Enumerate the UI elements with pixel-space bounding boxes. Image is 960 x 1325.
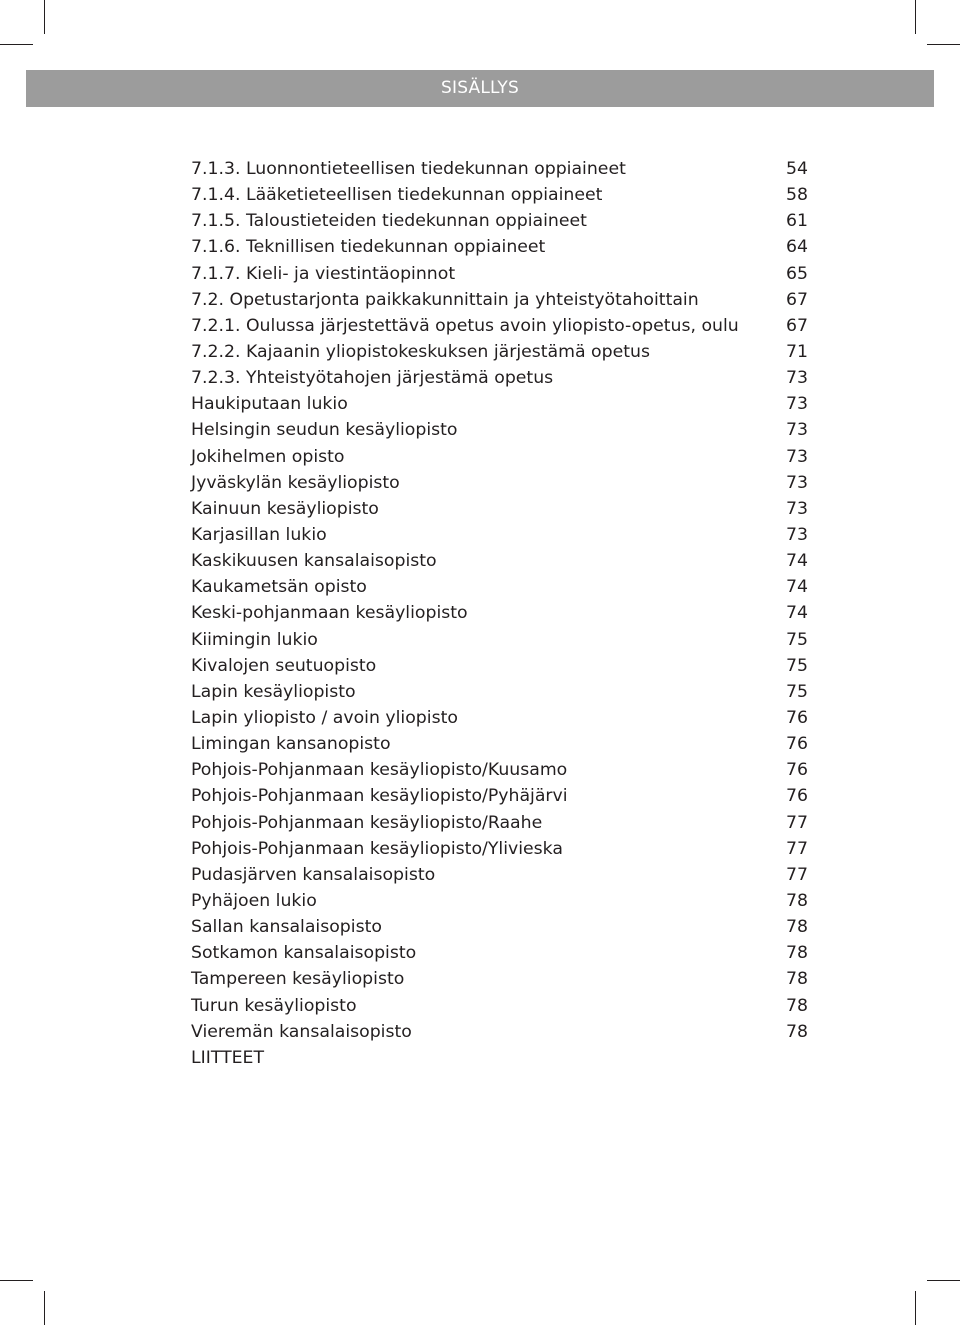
toc-entry-page-number: 76 — [786, 734, 808, 755]
toc-entry-page-number: 78 — [786, 1021, 808, 1042]
toc-entry-page-number: 78 — [786, 943, 808, 964]
toc-entry-title: Jyväskylän kesäyliopisto — [191, 472, 400, 493]
toc-entry — [191, 496, 808, 522]
toc-entry-title: 7.2.2. Kajaanin yliopistokeskuksen järjestämä opetus — [191, 341, 650, 362]
toc-entry-title: Vieremän kansalaisopisto — [191, 1021, 412, 1042]
toc-entry — [191, 156, 808, 182]
toc-entry — [191, 287, 808, 313]
toc-entry-title: Pohjois-Pohjanmaan kesäyliopisto/Kuusamo — [191, 760, 568, 781]
toc-entry — [191, 234, 808, 260]
toc-entry — [191, 993, 808, 1019]
toc-entry-title: Sallan kansalaisopisto — [191, 917, 382, 938]
toc-entry-page-number: 75 — [786, 681, 808, 702]
toc-entry-title: Jokihelmen opisto — [191, 446, 345, 467]
toc-entry-page-number: 65 — [786, 263, 808, 284]
crop-mark-bottom-right-horizontal — [927, 1280, 960, 1281]
crop-mark-bottom-right-vertical — [915, 1291, 916, 1325]
toc-entry-title: Kaukametsän opisto — [191, 577, 367, 598]
toc-entry-title: Helsingin seudun kesäyliopisto — [191, 420, 458, 441]
toc-entry — [191, 417, 808, 443]
toc-entry-title: 7.1.3. Luonnontieteellisen tiedekunnan oppiaineet — [191, 159, 626, 179]
toc-entry — [191, 365, 808, 391]
toc-entry-page-number: 75 — [786, 629, 808, 650]
toc-entry-title: Karjasillan lukio — [191, 524, 327, 545]
crop-mark-top-left-horizontal — [0, 44, 33, 45]
toc-entry-title: Kainuun kesäyliopisto — [191, 498, 379, 519]
toc-entry — [191, 339, 808, 365]
toc-entry-page-number: 67 — [786, 289, 808, 310]
toc-entry-page-number: 77 — [786, 812, 808, 833]
toc-entry — [191, 653, 808, 679]
toc-entry — [191, 574, 808, 600]
crop-mark-top-left-vertical — [44, 0, 45, 34]
toc-entry-title: 7.1.6. Teknillisen tiedekunnan oppiaineet — [191, 237, 546, 258]
toc-entry-page-number: 54 — [786, 159, 808, 179]
toc-entry-title: 7.1.4. Lääketieteellisen tiedekunnan oppiaineet — [191, 185, 603, 206]
toc-entry-page-number: 76 — [786, 707, 808, 728]
table-of-contents — [191, 156, 808, 1071]
toc-entry-page-number: 73 — [786, 394, 808, 415]
toc-entry-page-number: 75 — [786, 655, 808, 676]
toc-entry — [191, 966, 808, 992]
toc-entry-page-number: 58 — [786, 185, 808, 206]
toc-entry-page-number: 73 — [786, 498, 808, 519]
toc-entry — [191, 914, 808, 940]
toc-entry-page-number: 78 — [786, 890, 808, 911]
page-title-bar — [26, 70, 934, 107]
toc-entry — [191, 1045, 808, 1071]
toc-entry — [191, 522, 808, 548]
toc-entry-page-number: 78 — [786, 969, 808, 990]
toc-entry-page-number: 77 — [786, 838, 808, 859]
toc-entry-title: Pohjois-Pohjanmaan kesäyliopisto/Ylivieska — [191, 838, 563, 859]
toc-entry-title: Lapin yliopisto / avoin yliopisto — [191, 707, 458, 728]
toc-entry — [191, 1019, 808, 1045]
page-title: SISÄLLYS — [440, 78, 519, 98]
toc-entry — [191, 705, 808, 731]
toc-entry-page-number: 64 — [786, 237, 808, 258]
toc-entry-title: Sotkamon kansalaisopisto — [191, 943, 417, 964]
toc-entry-title: Keski-pohjanmaan kesäyliopisto — [191, 603, 468, 624]
toc-entry-title: Kivalojen seutuopisto — [191, 655, 377, 676]
toc-entry — [191, 391, 808, 417]
toc-entry — [191, 313, 808, 339]
toc-entry — [191, 600, 808, 626]
toc-entry — [191, 208, 808, 234]
toc-entry-page-number: 73 — [786, 420, 808, 441]
crop-mark-top-right-horizontal — [927, 44, 960, 45]
toc-entry-title: Kiimingin lukio — [191, 629, 318, 650]
toc-entry-page-number: 77 — [786, 864, 808, 885]
toc-entry — [191, 888, 808, 914]
toc-entry-page-number: 71 — [786, 341, 808, 362]
toc-entry — [191, 261, 808, 287]
toc-entry — [191, 862, 808, 888]
toc-entry — [191, 548, 808, 574]
toc-entry — [191, 940, 808, 966]
toc-entry-title: 7.2.1. Oulussa järjestettävä opetus avoin yliopisto-opetus, oulu — [191, 315, 739, 336]
toc-entry-title: Pohjois-Pohjanmaan kesäyliopisto/Pyhäjärvi — [191, 786, 568, 807]
toc-entry-page-number: 73 — [786, 524, 808, 545]
toc-entry-page-number: 78 — [786, 917, 808, 938]
toc-entry-title: 7.1.5. Taloustieteiden tiedekunnan oppiaineet — [191, 211, 587, 232]
toc-entry-page-number: 73 — [786, 368, 808, 389]
toc-entry-title: Pohjois-Pohjanmaan kesäyliopisto/Raahe — [191, 812, 543, 833]
toc-entry — [191, 182, 808, 208]
toc-entry-title: Haukiputaan lukio — [191, 394, 348, 415]
crop-mark-top-right-vertical — [915, 0, 916, 34]
toc-entry-page-number: 61 — [786, 211, 808, 232]
toc-entry-title: 7.1.7. Kieli- ja viestintäopinnot — [191, 263, 456, 284]
toc-entry-title: LIITTEET — [191, 1047, 265, 1068]
toc-entry — [191, 679, 808, 705]
toc-entry-title: Kaskikuusen kansalaisopisto — [191, 551, 437, 572]
toc-entry — [191, 444, 808, 470]
toc-entry-title: Tampereen kesäyliopisto — [191, 969, 405, 990]
toc-entry-page-number: 67 — [786, 315, 808, 336]
toc-entry-title: 7.2. Opetustarjonta paikkakunnittain ja yhteistyötahoittain — [191, 289, 699, 310]
toc-entry-page-number: 74 — [786, 577, 808, 598]
crop-mark-bottom-left-vertical — [44, 1291, 45, 1325]
toc-entry-title: Limingan kansanopisto — [191, 734, 391, 755]
toc-entry-title: Turun kesäyliopisto — [191, 995, 357, 1016]
toc-entry — [191, 810, 808, 836]
toc-entry — [191, 731, 808, 757]
toc-entry — [191, 627, 808, 653]
toc-entry-title: Pudasjärven kansalaisopisto — [191, 864, 436, 885]
toc-entry-title: Pyhäjoen lukio — [191, 890, 317, 911]
toc-entry-title: 7.2.3. Yhteistyötahojen järjestämä opetus — [191, 368, 554, 389]
toc-entry-page-number: 76 — [786, 786, 808, 807]
toc-entry-page-number: 78 — [786, 995, 808, 1016]
toc-entry — [191, 757, 808, 783]
crop-mark-bottom-left-horizontal — [0, 1280, 33, 1281]
toc-entry — [191, 470, 808, 496]
toc-entry-page-number: 76 — [786, 760, 808, 781]
toc-entry-page-number: 74 — [786, 603, 808, 624]
toc-entry-page-number: 73 — [786, 472, 808, 493]
toc-entry-page-number: 73 — [786, 446, 808, 467]
toc-entry-title: Lapin kesäyliopisto — [191, 681, 356, 702]
toc-entry — [191, 783, 808, 809]
toc-entry — [191, 836, 808, 862]
toc-entry-page-number: 74 — [786, 551, 808, 572]
